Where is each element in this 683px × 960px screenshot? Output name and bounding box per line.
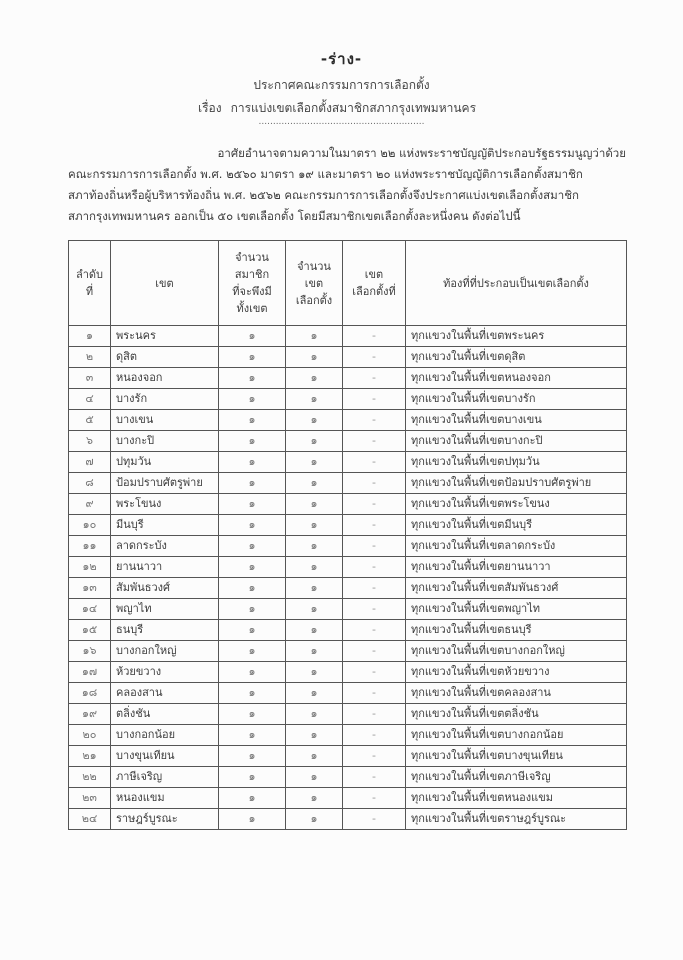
paragraph-line-1: อาศัยอำนาจตามความในมาตรา ๒๒ แห่งพระราชบัญญัติประกอบรัฐธรรมนูญว่าด้วย	[217, 146, 626, 160]
row-number: ๘	[69, 473, 111, 494]
announcement-title: ประกาศคณะกรรมการการเลือกตั้ง	[253, 78, 430, 92]
row-constituencies: ๑	[286, 494, 343, 515]
row-constituency-no: -	[343, 788, 406, 809]
row-number: ๒๐	[69, 725, 111, 746]
row-number: ๒๓	[69, 788, 111, 809]
row-district: ราษฎร์บูรณะ	[111, 809, 219, 830]
table-row	[69, 536, 627, 557]
header-constituencies	[286, 241, 343, 326]
row-constituency-no: -	[343, 725, 406, 746]
row-members: ๑	[219, 599, 286, 620]
row-district: ลาดกระบัง	[111, 536, 219, 557]
row-members: ๑	[219, 641, 286, 662]
row-constituencies: ๑	[286, 515, 343, 536]
row-district: ธนบุรี	[111, 620, 219, 641]
row-constituency-no: -	[343, 326, 406, 347]
table-header-row	[69, 241, 627, 326]
header-order-line: ที่	[85, 285, 94, 298]
header-district: เขต	[111, 241, 219, 326]
row-district: ดุสิต	[111, 347, 219, 368]
row-constituency-no: -	[343, 557, 406, 578]
row-constituencies: ๑	[286, 788, 343, 809]
subject-text: การแบ่งเขตเลือกตั้งสมาชิกสภากรุงเทพมหานคร	[230, 101, 477, 115]
row-constituency-no: -	[343, 473, 406, 494]
row-district: คลองสาน	[111, 683, 219, 704]
row-constituencies: ๑	[286, 536, 343, 557]
table-row	[69, 683, 627, 704]
row-members: ๑	[219, 746, 286, 767]
header-constituency-no-line: เขต	[364, 268, 384, 281]
row-number: ๕	[69, 410, 111, 431]
row-constituency-no: -	[343, 662, 406, 683]
row-district: บางกอกใหญ่	[111, 641, 219, 662]
table-row	[69, 431, 627, 452]
header-order	[69, 241, 111, 326]
table-row	[69, 494, 627, 515]
row-area: ทุกแขวงในพื้นที่เขตหนองแขม	[406, 788, 627, 809]
row-constituencies: ๑	[286, 767, 343, 788]
table-row	[69, 410, 627, 431]
row-number: ๑๗	[69, 662, 111, 683]
row-constituency-no: -	[343, 515, 406, 536]
row-number: ๖	[69, 431, 111, 452]
table-row	[69, 725, 627, 746]
row-number: ๑๓	[69, 578, 111, 599]
row-district: บางเขน	[111, 410, 219, 431]
row-number: ๑๕	[69, 620, 111, 641]
table-row	[69, 641, 627, 662]
row-number: ๒	[69, 347, 111, 368]
row-members: ๑	[219, 557, 286, 578]
row-members: ๑	[219, 410, 286, 431]
row-district: บางขุนเทียน	[111, 746, 219, 767]
row-number: ๑๖	[69, 641, 111, 662]
row-members: ๑	[219, 326, 286, 347]
row-area: ทุกแขวงในพื้นที่เขตตลิ่งชัน	[406, 704, 627, 725]
table-row	[69, 326, 627, 347]
row-area: ทุกแขวงในพื้นที่เขตราษฎร์บูรณะ	[406, 809, 627, 830]
row-district: ห้วยขวาง	[111, 662, 219, 683]
row-area: ทุกแขวงในพื้นที่เขตพระโขนง	[406, 494, 627, 515]
row-number: ๑๙	[69, 704, 111, 725]
row-area: ทุกแขวงในพื้นที่เขตภาษีเจริญ	[406, 767, 627, 788]
header-members-line: ที่จะพึงมี	[232, 285, 272, 298]
row-constituency-no: -	[343, 704, 406, 725]
row-members: ๑	[219, 662, 286, 683]
row-constituency-no: -	[343, 389, 406, 410]
header-constituency-no-line: เลือกตั้งที่	[352, 285, 396, 298]
separator-dots: ..........................................................	[258, 117, 425, 127]
table-row	[69, 578, 627, 599]
row-number: ๒๒	[69, 767, 111, 788]
paragraph-line-3: สภาท้องถิ่นหรือผู้บริหารท้องถิ่น พ.ศ. ๒๕๖๒ คณะกรรมการการเลือกตั้งจึงประกาศแบ่งเขตเลือกตั้งสมาชิก	[68, 188, 579, 202]
header-members	[219, 241, 286, 326]
row-constituency-no: -	[343, 767, 406, 788]
row-members: ๑	[219, 473, 286, 494]
row-number: ๔	[69, 389, 111, 410]
row-constituencies: ๑	[286, 557, 343, 578]
row-constituency-no: -	[343, 452, 406, 473]
row-constituencies: ๑	[286, 368, 343, 389]
table-row	[69, 389, 627, 410]
row-members: ๑	[219, 767, 286, 788]
table-row	[69, 368, 627, 389]
row-constituencies: ๑	[286, 746, 343, 767]
row-number: ๑๒	[69, 557, 111, 578]
row-area: ทุกแขวงในพื้นที่เขตมีนบุรี	[406, 515, 627, 536]
row-area: ทุกแขวงในพื้นที่เขตบางกะปิ	[406, 431, 627, 452]
header-area: ท้องที่ที่ประกอบเป็นเขตเลือกตั้ง	[406, 241, 627, 326]
row-constituency-no: -	[343, 410, 406, 431]
row-constituencies: ๑	[286, 578, 343, 599]
row-number: ๗	[69, 452, 111, 473]
row-constituency-no: -	[343, 578, 406, 599]
row-constituency-no: -	[343, 809, 406, 830]
row-number: ๒๔	[69, 809, 111, 830]
table-row	[69, 704, 627, 725]
row-constituency-no: -	[343, 431, 406, 452]
row-constituency-no: -	[343, 683, 406, 704]
row-constituencies: ๑	[286, 347, 343, 368]
row-district: ตลิ่งชัน	[111, 704, 219, 725]
row-area: ทุกแขวงในพื้นที่เขตสัมพันธวงศ์	[406, 578, 627, 599]
table-row	[69, 788, 627, 809]
row-district: พญาไท	[111, 599, 219, 620]
row-constituency-no: -	[343, 620, 406, 641]
row-constituencies: ๑	[286, 641, 343, 662]
row-members: ๑	[219, 683, 286, 704]
row-district: บางรัก	[111, 389, 219, 410]
row-district: ยานนาวา	[111, 557, 219, 578]
row-constituencies: ๑	[286, 704, 343, 725]
row-area: ทุกแขวงในพื้นที่เขตห้วยขวาง	[406, 662, 627, 683]
header-order-line: ลำดับ	[75, 268, 104, 281]
table-row	[69, 746, 627, 767]
row-members: ๑	[219, 452, 286, 473]
row-district: ปทุมวัน	[111, 452, 219, 473]
row-area: ทุกแขวงในพื้นที่เขตบางขุนเทียน	[406, 746, 627, 767]
row-constituencies: ๑	[286, 662, 343, 683]
row-constituencies: ๑	[286, 452, 343, 473]
row-members: ๑	[219, 788, 286, 809]
row-constituencies: ๑	[286, 725, 343, 746]
row-district: สัมพันธวงศ์	[111, 578, 219, 599]
row-area: ทุกแขวงในพื้นที่เขตพญาไท	[406, 599, 627, 620]
district-table	[68, 240, 627, 830]
row-number: ๑๔	[69, 599, 111, 620]
row-district: หนองแขม	[111, 788, 219, 809]
row-district: มีนบุรี	[111, 515, 219, 536]
row-area: ทุกแขวงในพื้นที่เขตพระนคร	[406, 326, 627, 347]
row-members: ๑	[219, 620, 286, 641]
row-members: ๑	[219, 536, 286, 557]
row-number: ๑๑	[69, 536, 111, 557]
row-number: ๓	[69, 368, 111, 389]
table-row	[69, 557, 627, 578]
row-constituency-no: -	[343, 599, 406, 620]
header-members-line: จำนวน	[235, 251, 269, 264]
table-row	[69, 599, 627, 620]
row-constituencies: ๑	[286, 431, 343, 452]
row-area: ทุกแขวงในพื้นที่เขตหนองจอก	[406, 368, 627, 389]
row-constituencies: ๑	[286, 599, 343, 620]
row-members: ๑	[219, 347, 286, 368]
table-row	[69, 620, 627, 641]
row-constituencies: ๑	[286, 473, 343, 494]
paragraph-line-4: สภากรุงเทพมหานคร ออกเป็น ๕๐ เขตเลือกตั้ง โดยมีสมาชิกเขตเลือกตั้งละหนึ่งคน ดังต่อไปนี้	[68, 209, 521, 223]
row-number: ๑๐	[69, 515, 111, 536]
header-members-line: สมาชิก	[234, 268, 270, 281]
row-district: พระโขนง	[111, 494, 219, 515]
row-constituency-no: -	[343, 641, 406, 662]
row-members: ๑	[219, 494, 286, 515]
row-members: ๑	[219, 725, 286, 746]
row-constituencies: ๑	[286, 410, 343, 431]
row-members: ๑	[219, 704, 286, 725]
row-district: หนองจอก	[111, 368, 219, 389]
row-constituencies: ๑	[286, 683, 343, 704]
paragraph-line-2: คณะกรรมการการเลือกตั้ง พ.ศ. ๒๕๖๐ มาตรา ๑๙ และมาตรา ๒๐ แห่งพระราชบัญญัติการเลือกตั้งสมาชิก	[68, 167, 583, 181]
row-constituency-no: -	[343, 368, 406, 389]
row-district: บางกะปิ	[111, 431, 219, 452]
row-district: ภาษีเจริญ	[111, 767, 219, 788]
subject-line	[0, 99, 683, 118]
row-number: ๑๘	[69, 683, 111, 704]
row-members: ๑	[219, 368, 286, 389]
row-members: ๑	[219, 809, 286, 830]
row-number: ๒๑	[69, 746, 111, 767]
row-area: ทุกแขวงในพื้นที่เขตป้อมปราบศัตรูพ่าย	[406, 473, 627, 494]
row-area: ทุกแขวงในพื้นที่เขตบางกอกใหญ่	[406, 641, 627, 662]
row-constituency-no: -	[343, 494, 406, 515]
row-area: ทุกแขวงในพื้นที่เขตปทุมวัน	[406, 452, 627, 473]
row-constituencies: ๑	[286, 389, 343, 410]
row-constituency-no: -	[343, 347, 406, 368]
header-constituency-no	[343, 241, 406, 326]
row-number: ๙	[69, 494, 111, 515]
row-area: ทุกแขวงในพื้นที่เขตบางรัก	[406, 389, 627, 410]
row-district: พระนคร	[111, 326, 219, 347]
header-constituencies-line: จำนวน	[297, 259, 331, 273]
row-area: ทุกแขวงในพื้นที่เขตดุสิต	[406, 347, 627, 368]
table-row	[69, 767, 627, 788]
draft-label: -ร่าง-	[320, 50, 363, 68]
row-area: ทุกแขวงในพื้นที่เขตบางเขน	[406, 410, 627, 431]
row-area: ทุกแขวงในพื้นที่เขตคลองสาน	[406, 683, 627, 704]
row-members: ๑	[219, 389, 286, 410]
header-constituencies-line: เลือกตั้ง	[295, 293, 333, 307]
row-district: บางกอกน้อย	[111, 725, 219, 746]
table-row	[69, 809, 627, 830]
row-area: ทุกแขวงในพื้นที่เขตลาดกระบัง	[406, 536, 627, 557]
row-area: ทุกแขวงในพื้นที่เขตธนบุรี	[406, 620, 627, 641]
table-row	[69, 452, 627, 473]
row-number: ๑	[69, 326, 111, 347]
row-members: ๑	[219, 515, 286, 536]
row-members: ๑	[219, 431, 286, 452]
row-constituencies: ๑	[286, 326, 343, 347]
row-members: ๑	[219, 578, 286, 599]
subject-label: เรื่อง	[197, 101, 222, 115]
table-row	[69, 662, 627, 683]
table-row	[69, 515, 627, 536]
row-area: ทุกแขวงในพื้นที่เขตบางกอกน้อย	[406, 725, 627, 746]
table-row	[69, 347, 627, 368]
row-constituencies: ๑	[286, 809, 343, 830]
row-constituency-no: -	[343, 536, 406, 557]
header-constituencies-line: เขต	[304, 276, 324, 290]
row-constituency-no: -	[343, 746, 406, 767]
row-constituencies: ๑	[286, 620, 343, 641]
header-members-line: ทั้งเขต	[236, 302, 268, 315]
row-district: ป้อมปราบศัตรูพ่าย	[111, 473, 219, 494]
table-row	[69, 473, 627, 494]
row-area: ทุกแขวงในพื้นที่เขตยานนาวา	[406, 557, 627, 578]
